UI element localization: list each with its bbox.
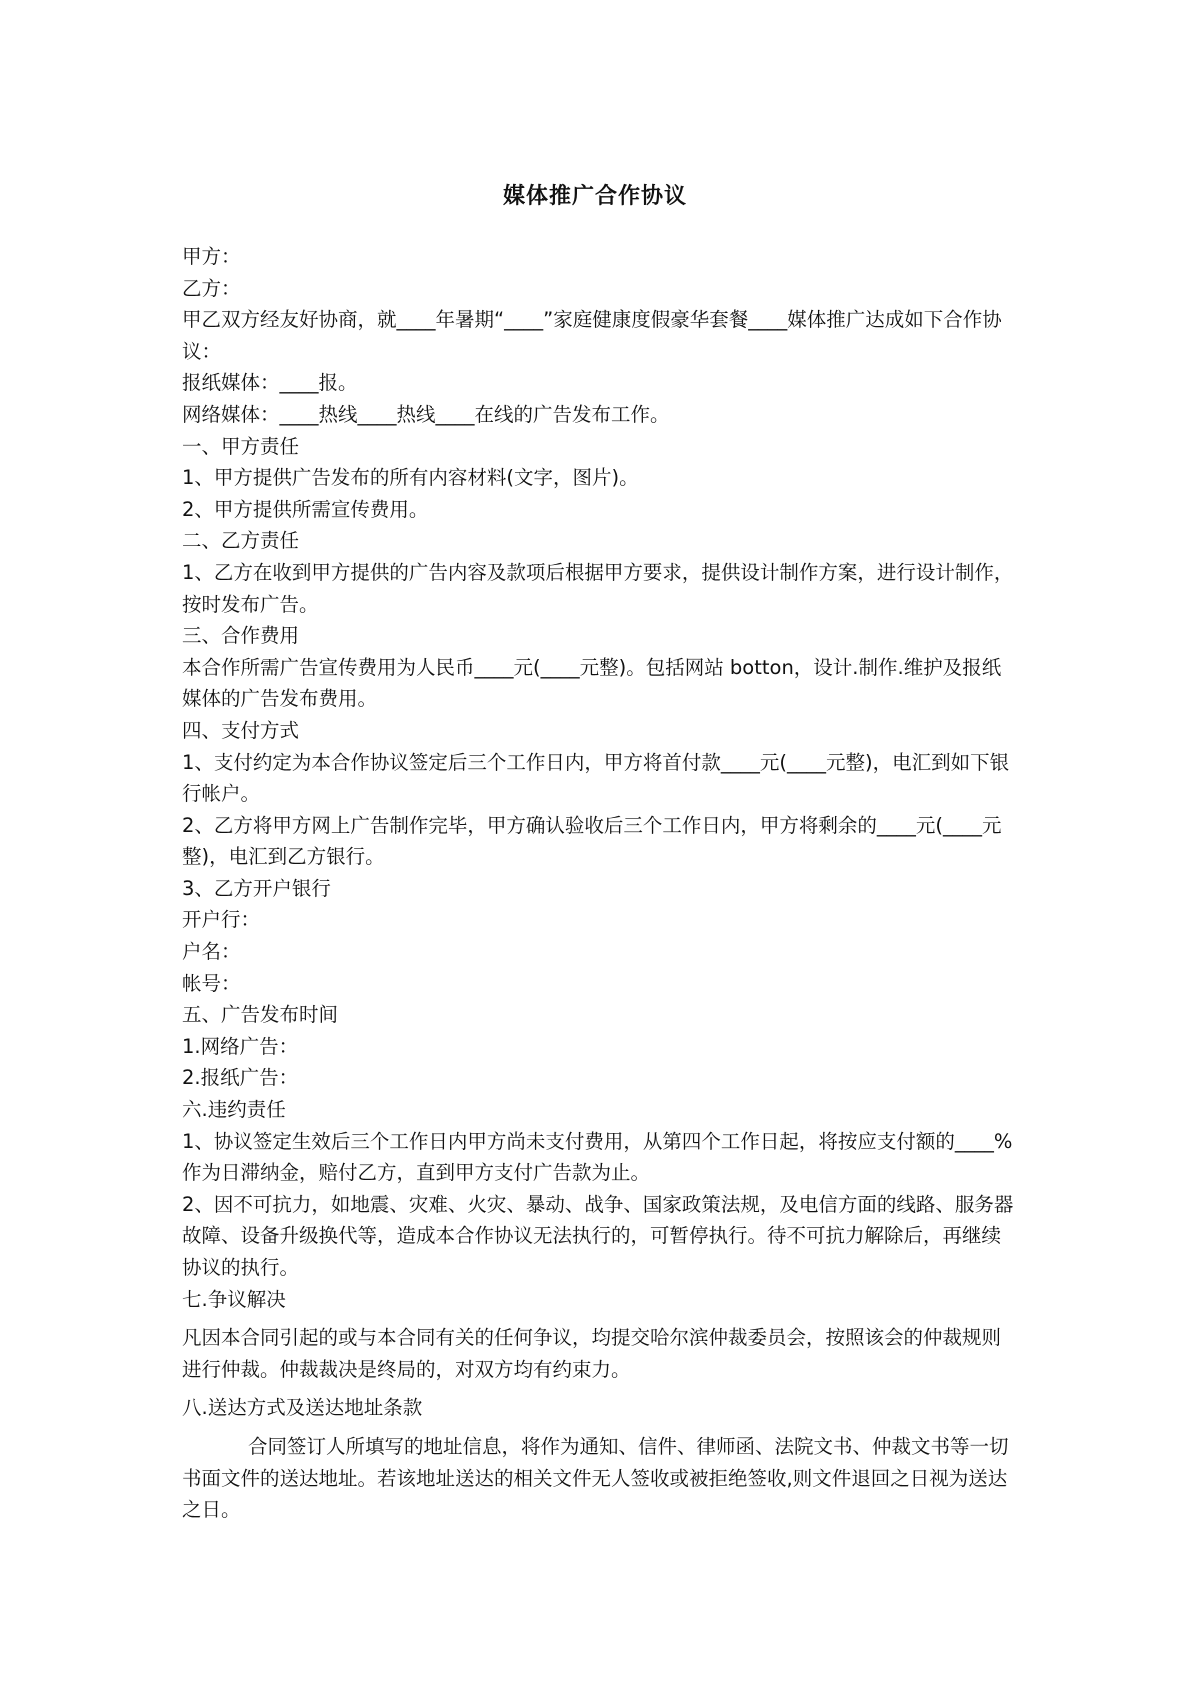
clause-paragraph: 1、乙方在收到甲方提供的广告内容及款项后根据甲方要求，提供设计制作方案，进行设计制作，按时发布广告。 xyxy=(182,560,1014,616)
party-a-line: 甲方： xyxy=(182,245,241,268)
preamble-paragraph: 甲乙双方经友好协商，就____年暑期“____”家庭健康度假豪华套餐____媒体推广达成如下合作协议： xyxy=(182,308,1002,363)
clause-paragraph: 1、协议签定生效后三个工作日内甲方尚未支付费用，从第四个工作日起，将按应支付额的____%作为日滞纳金，赔付乙方，直到甲方支付广告款为止。 xyxy=(182,1129,1013,1185)
clause-paragraph: 合同签订人所填写的地址信息，将作为通知、信件、律师函、法院文书、仲裁文书等一切书面文件的送达地址。若该地址送达的相关文件无人签收或被拒绝签收,则文件退回之日视为送达之日。 xyxy=(182,1434,1009,1522)
newspaper-media-line: 报纸媒体：____报。 xyxy=(182,371,358,395)
clause-paragraph: 3、乙方开户银行 xyxy=(182,876,331,900)
section-heading: 五、广告发布时间 xyxy=(182,1003,339,1027)
section-heading: 三、合作费用 xyxy=(182,624,300,648)
section-heading: 八.送达方式及送达地址条款 xyxy=(182,1396,423,1420)
clause-paragraph: 1、支付约定为本合作协议签定后三个工作日内，甲方将首付款____元(____元整)，电汇到如下银行帐户。 xyxy=(182,750,1010,806)
section-heading: 四、支付方式 xyxy=(182,718,300,742)
clause-paragraph: 1、甲方提供广告发布的所有内容材料(文字，图片)。 xyxy=(182,466,639,490)
party-b-line: 乙方： xyxy=(182,276,241,300)
clause-paragraph: 2、因不可抗力，如地震、灾难、火灾、暴动、战争、国家政策法规，及电信方面的线路、服务器故障、设备升级换代等，造成本合作协议无法执行的，可暂停执行。待不可抗力解除后，再继续协议的执行。 xyxy=(182,1192,1014,1279)
account-name-line: 户名： xyxy=(182,940,241,964)
bank-field-line: 开户行： xyxy=(182,908,261,932)
clause-paragraph: 2、甲方提供所需宣传费用。 xyxy=(182,497,429,521)
section-heading: 七.争议解决 xyxy=(182,1287,286,1311)
clause-paragraph: 1.网络广告： xyxy=(182,1034,299,1058)
section-heading: 一、甲方责任 xyxy=(182,434,300,458)
online-media-line: 网络媒体：____热线____热线____在线的广告发布工作。 xyxy=(182,402,670,426)
clause-paragraph: 本合作所需广告宣传费用为人民币____元(____元整)。包括网站 botton，设计.制作.维护及报纸媒体的广告发布费用。 xyxy=(182,655,1002,711)
clause-paragraph: 2.报纸广告： xyxy=(182,1066,299,1090)
clause-paragraph: 凡因本合同引起的或与本合同有关的任何争议，均提交哈尔滨仲裁委员会，按照该会的仲裁规则进行仲裁。仲裁裁决是终局的，对双方均有约束力。 xyxy=(182,1326,1002,1381)
section-heading: 二、乙方责任 xyxy=(182,529,300,553)
section-heading: 六.违约责任 xyxy=(182,1098,286,1122)
document-body xyxy=(182,241,1017,1526)
clause-paragraph: 2、乙方将甲方网上广告制作完毕，甲方确认验收后三个工作日内，甲方将剩余的____元(____元整)，电汇到乙方银行。 xyxy=(182,813,1002,869)
account-number-line: 帐号： xyxy=(182,971,241,995)
document-title: 媒体推广合作协议 xyxy=(502,184,687,209)
